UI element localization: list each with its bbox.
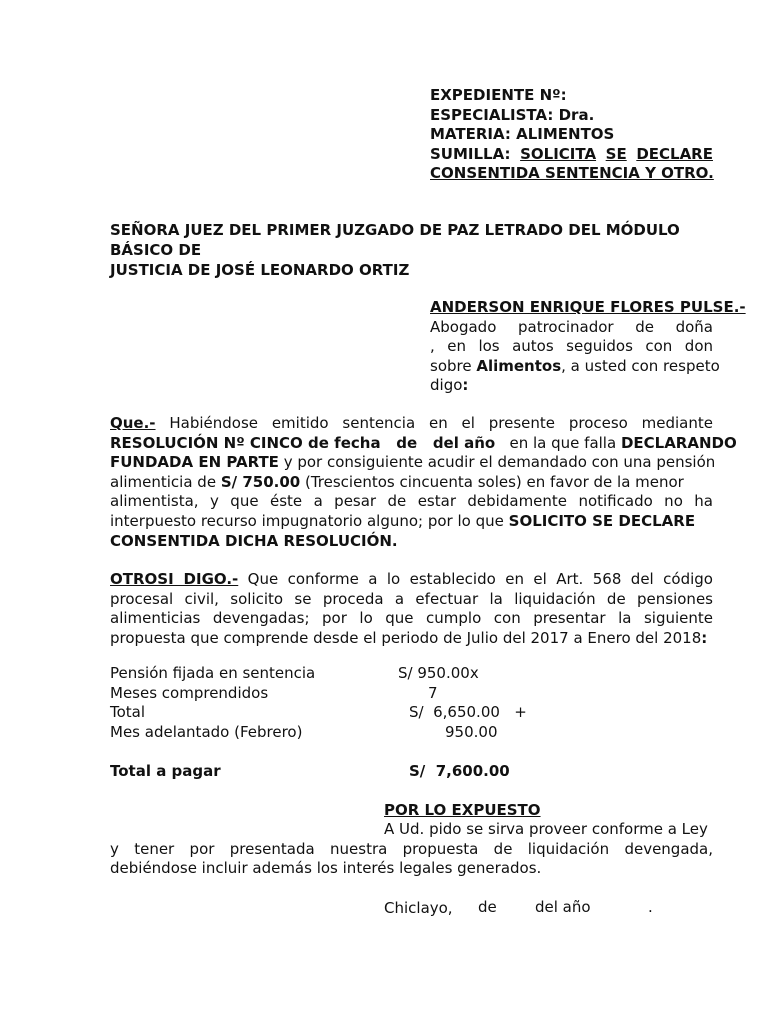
attorney-line-5b: : — [462, 376, 469, 395]
addressee-line-1 — [110, 220, 713, 260]
calc-value-1: S/ 950.00x — [398, 664, 479, 682]
calc-label-1: Pensión fijada en sentencia — [110, 664, 316, 682]
calc-label-3: Total — [110, 703, 146, 721]
addressee-line-1-text: SEÑORA JUEZ DEL PRIMER JUZGADO DE PAZ LETRADO DEL MÓDULO BÁSICO DE — [110, 221, 680, 259]
date-period: . — [648, 898, 653, 916]
attorney-line-5 — [430, 376, 713, 396]
closing-line-2: y tener por presentada nuestra propuesta de liquidación devengada, — [110, 839, 713, 858]
que-label: Que.- — [110, 414, 156, 432]
que-line-4 — [110, 473, 713, 493]
que-line-7b: . — [391, 531, 398, 550]
sumilla-label: SUMILLA: — [430, 144, 511, 163]
expediente-line: EXPEDIENTE Nº: — [430, 86, 567, 104]
que-line-4a: alimenticia de — [110, 472, 221, 491]
attorney-line-3: , en los autos seguidos con don — [430, 337, 713, 356]
otrosi-label: OTROSI DIGO.- — [110, 570, 239, 588]
calc-label-2: Meses comprendidos — [110, 684, 269, 702]
addressee-block — [110, 220, 713, 280]
otrosi-paragraph — [110, 570, 713, 648]
date-del-anio: del año — [535, 898, 591, 916]
que-declarando: DECLARANDO — [620, 433, 737, 452]
que-line-6 — [110, 512, 713, 532]
otrosi-line-3: alimenticias devengadas; por lo que cumplo con presentar la siguiente — [110, 609, 713, 628]
closing-line-3: debiéndose incluir además los interés legales generados. — [110, 859, 542, 878]
calc-total-label: Total a pagar — [110, 762, 221, 780]
otrosi-line-4a: propuesta que comprende desde el periodo de Julio del 2017 a Enero del 2018 — [110, 628, 702, 647]
que-line-3 — [110, 453, 716, 473]
que-line-1-text: Habiéndose emitido sentencia en el presente proceso mediante — [169, 414, 713, 432]
attorney-subject: Alimentos — [476, 356, 562, 375]
que-line-6a: interpuesto recurso impugnatorio alguno; por lo que — [110, 511, 509, 530]
attorney-line-5a: digo — [430, 376, 463, 395]
que-solicito: SOLICITO SE DECLARE — [508, 511, 696, 530]
especialista-line: ESPECIALISTA: Dra. — [430, 105, 595, 124]
otrosi-line-1 — [110, 570, 713, 590]
calc-value-3: S/ 6,650.00 + — [409, 703, 527, 721]
case-header — [430, 86, 713, 184]
que-paragraph — [110, 414, 737, 551]
que-line-5: alimentista, y que éste a pesar de estar debidamente notificado no ha — [110, 492, 713, 511]
calc-value-2: 7 — [428, 684, 438, 702]
que-amount: S/ 750.00 — [220, 472, 301, 491]
que-line-3b: y por consiguiente acudir el demandado con una pensión — [278, 453, 716, 472]
city: Chiclayo, — [384, 899, 453, 917]
que-consentida: CONSENTIDA DICHA RESOLUCIÓN — [110, 531, 392, 550]
date-de: de — [478, 898, 497, 916]
por-lo-expuesto-title: POR LO EXPUESTO — [384, 801, 541, 819]
sumilla-line — [430, 145, 713, 165]
que-date: de fecha de del año — [308, 433, 496, 452]
sumilla-word-1: SOLICITA — [520, 144, 597, 163]
otrosi-line-4b: : — [701, 628, 708, 647]
sumilla-word-2: SE — [605, 144, 627, 163]
que-line-1 — [110, 414, 713, 434]
materia-line: MATERIA: ALIMENTOS — [430, 125, 615, 144]
calc-total-value: S/ 7,600.00 — [409, 762, 510, 780]
que-line-7 — [110, 532, 713, 552]
sumilla-line-2: CONSENTIDA SENTENCIA Y OTRO. — [430, 164, 714, 183]
otrosi-line-4 — [110, 629, 713, 649]
calc-value-4: 950.00 — [445, 723, 498, 741]
attorney-line-4c: , a usted con respeto — [561, 356, 720, 375]
que-line-2 — [110, 433, 737, 454]
que-fundada: FUNDADA EN PARTE — [110, 453, 279, 472]
otrosi-line-1-text: Que conforme a lo establecido en el Art. 568 del código — [238, 570, 713, 588]
attorney-line-4 — [430, 356, 720, 377]
calc-label-4: Mes adelantado (Febrero) — [110, 723, 303, 741]
attorney-name: ANDERSON ENRIQUE FLORES PULSE.- — [430, 298, 746, 316]
attorney-line-2: Abogado patrocinador de doña — [430, 317, 713, 336]
attorney-block — [430, 298, 746, 396]
que-resolution: RESOLUCIÓN Nº CINCO — [110, 433, 309, 452]
attorney-line-4a: sobre — [430, 356, 477, 375]
otrosi-line-2: procesal civil, solicito se proceda a efectuar la liquidación de pensiones — [110, 589, 713, 608]
addressee-line-2: JUSTICIA DE JOSÉ LEONARDO ORTIZ — [110, 261, 410, 279]
closing-paragraph — [110, 820, 713, 879]
que-line-4c: (Trescientos cincuenta soles) en favor de la menor — [300, 472, 684, 491]
closing-line-1: A Ud. pido se sirva proveer conforme a Ley — [384, 820, 708, 838]
sumilla-word-3: DECLARE — [636, 144, 713, 163]
que-line-2c: en la que falla — [495, 433, 621, 452]
